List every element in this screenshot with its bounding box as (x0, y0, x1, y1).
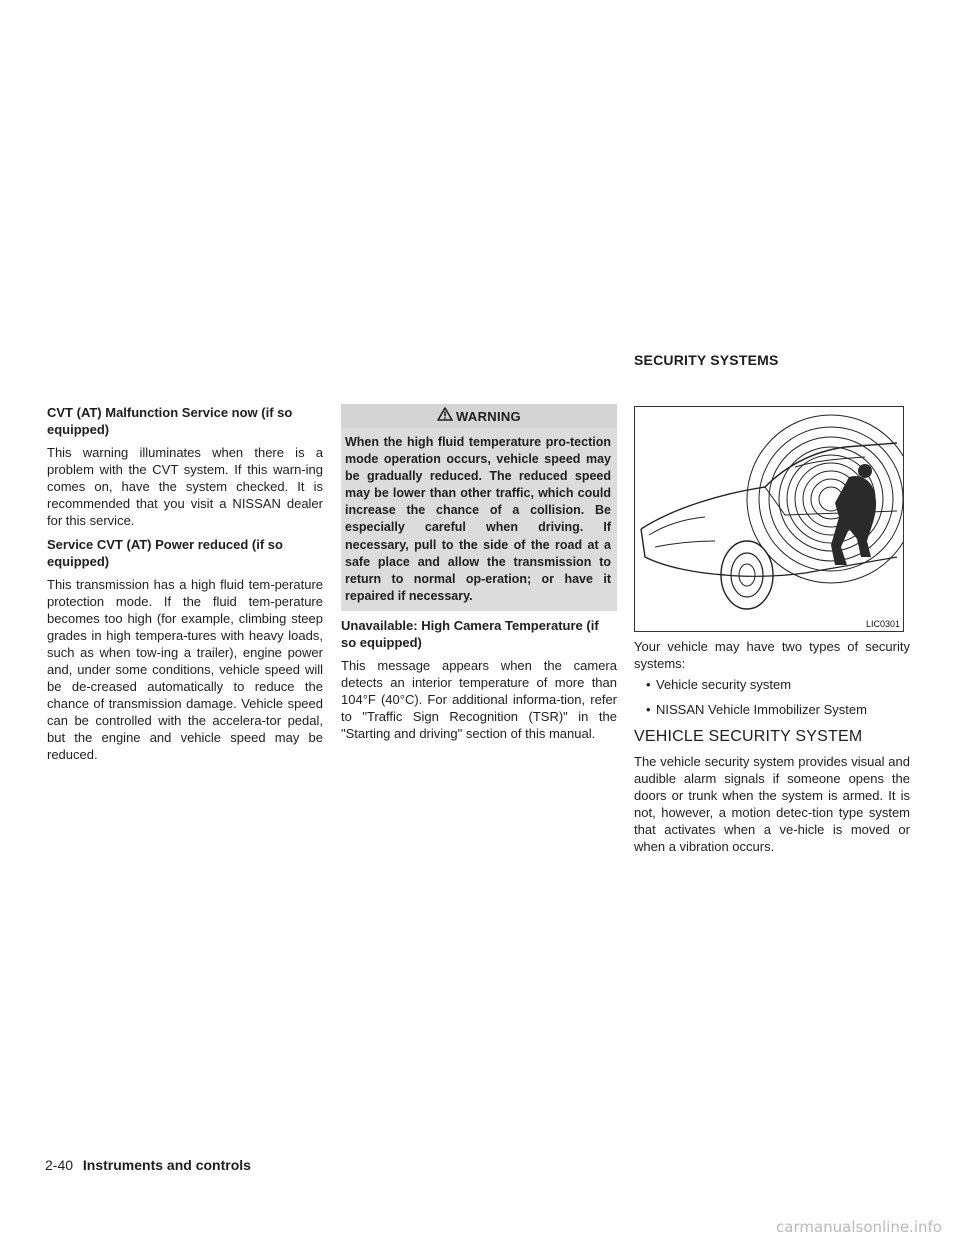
paragraph-security-intro: Your vehicle may have two types of security systems: (634, 639, 910, 671)
middle-column (341, 404, 617, 749)
list-item (646, 701, 910, 718)
paragraph-vehicle-security-system: The vehicle security system provides visual and audible alarm signals if someone opens the doors or trunk when the system is armed. It is not, however, a motion detec-tion type system that activates when a ve-hicle is moved or when a vibration occurs. (634, 754, 910, 854)
subheading-camera-temperature: Unavailable: High Camera Temperature (if so equipped) (341, 617, 599, 650)
warning-header (341, 404, 617, 428)
warning-box (341, 404, 617, 611)
paragraph-camera-temperature: This message appears when the camera detects an interior temperature of more than 104°F (40°C). For additional informa-tion, refer to "Traffic Sign Recognition (TSR)" in the "Starting and driving" section of this manual. (341, 657, 617, 741)
subheading-cvt-power-reduced: Service CVT (AT) Power reduced (if so equipped) (47, 537, 283, 569)
paragraph-cvt-power-reduced: This transmission has a high fluid tem-perature protection mode. If the fluid tem-perature becomes too high (for example, climbing steep grades in high tempera-tures with heavy loads, such as when tow-ing a trailer), engine power and, under some conditions, vehicle speed will be de-creased automatically to reduce the chance of transmission damage. Vehicle speed can be controlled with the accelera-tor pedal, but the engine and vehicle speed may be reduced. (47, 577, 323, 762)
security-systems-list (646, 676, 910, 718)
list-item-text: NISSAN Vehicle Immobilizer System (656, 702, 867, 717)
bullet-icon: • (646, 702, 651, 717)
warning-title: WARNING (456, 408, 521, 424)
subheading-cvt-malfunction: CVT (AT) Malfunction Service now (if so equipped) (47, 405, 293, 437)
list-item-text: Vehicle security system (656, 677, 792, 692)
heading-vehicle-security-system: VEHICLE SECURITY SYSTEM (634, 728, 863, 745)
page-number: 2-40 (45, 1157, 74, 1173)
paragraph-cvt-malfunction: This warning illuminates when there is a problem with the CVT system. If this warn-ing comes on, have the system checked. It is recommended that you visit a NISSAN dealer for this service. (47, 445, 323, 528)
figure-label: LIC0301 (865, 619, 900, 629)
bullet-icon: • (646, 677, 651, 692)
watermark: carmanualsonline.info (776, 1218, 942, 1236)
page-footer (45, 1157, 251, 1173)
car-alarm-drawing (635, 407, 903, 631)
warning-triangle-icon (437, 407, 456, 425)
section-title: SECURITY SYSTEMS (634, 352, 779, 368)
warning-text: When the high fluid temperature pro-tection mode operation occurs, vehicle speed may be gradually reduced. The reduced speed may be lower than other traffic, which could increase the chance of a collision. Be especially careful when driving. If necessary, pull to the side of the road at a safe place and allow the transmission to return to normal op-eration; or have it repaired if necessary. (345, 435, 611, 603)
left-column (47, 404, 323, 770)
security-system-illustration (634, 406, 904, 632)
list-item (646, 676, 910, 693)
right-column (634, 638, 910, 862)
chapter-title: Instruments and controls (82, 1157, 251, 1173)
